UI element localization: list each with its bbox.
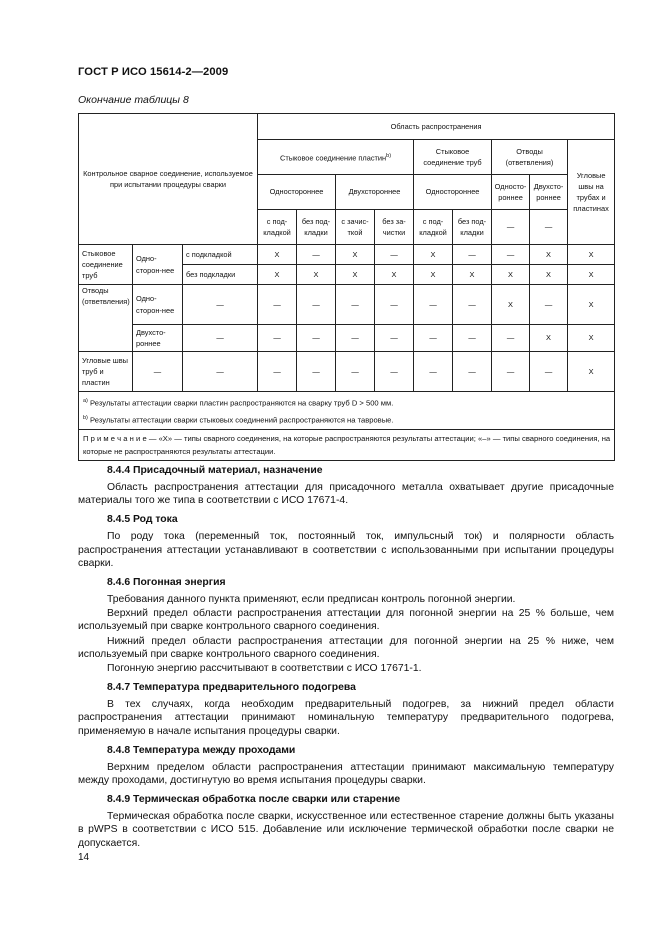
table-cell: X [568,352,615,392]
paragraph: Нижний предел области распространения аттестации для погонной энергии на 25 % ниже, чем используемый при сварке контрольного сварного соединения. [78,635,614,660]
section-8-4-7 [78,681,614,738]
plate-two-side: Двухстороннее [336,175,414,210]
paragraph: Требования данного пункта применяют, если предписан контроль погонной энергии. [107,594,516,606]
table-cell: X [568,245,615,265]
paragraph: В тех случаях, когда необходим предварительный подогрев, за нижний предел области распространения аттестации принимают номинальную температуру предварительного подогрева, применяемую в начале испытания процедуры сварки. [78,699,614,737]
table-cell: X [336,265,375,285]
table-cell: — [453,352,492,392]
section-heading: 8.4.5 Род тока [107,514,178,526]
table-cell: — [375,285,414,325]
table-cell: X [530,245,568,265]
sub-with-gouging: с зачис-ткой [336,210,375,245]
table-8 [78,113,615,461]
section-8-4-9 [78,793,614,850]
sub-without-backing: без под-кладки [453,210,492,245]
table-cell: X [568,285,615,325]
paragraph: Область распространения аттестации для присадочного металла охватывает другие присадочные материалы того же типа в соответствии с ИСО 17671-4. [78,482,614,507]
branch-one-side: Односто-роннее [492,175,530,210]
plate-butt-header: Стыковое соединение пластин$^{b)}$ [258,140,414,175]
table-cell: X [258,245,297,265]
table-cell: — [183,285,258,325]
table-cell: — [336,325,375,352]
table-cell: X [492,285,530,325]
table-cell: — [183,352,258,392]
section-heading: 8.4.7 Температура предварительного подогрева [107,682,356,694]
sub-without-gouging: без за-чистки [375,210,414,245]
table-cell: — [297,352,336,392]
table-footnotes [79,392,615,430]
sub-with-backing: с под-кладкой [258,210,297,245]
table-cell: — [492,245,530,265]
table-cell: — [453,245,492,265]
branch-two-side: Двухсто-роннее [530,175,568,210]
row-subgroup-label: Одно-сторон-нее [133,245,183,285]
table-cell: X [414,265,453,285]
table-cell: X [530,325,568,352]
table-remark [79,430,615,461]
footnote-a: $^{а)}$ Результаты аттестации сварки пластин распространяются на сварку труб D > 500 мм. [83,398,394,408]
table-cell: — [414,325,453,352]
document-header: ГОСТ Р ИСО 15614-2—2009 [78,66,229,78]
row-group-label: Отводы (ответвления) [79,285,133,352]
test-joint-header: Контрольное сварное соединение, используемое при испытании процедуры сварки [79,114,258,245]
table-cell: — [492,352,530,392]
sub-with-backing: с под-кладкой [414,210,453,245]
row-subgroup-label: Одно-сторон-нее [133,285,183,325]
table-cell: — [133,352,183,392]
table-cell: — [258,285,297,325]
table-cell: X [568,325,615,352]
row-label: с подкладкой [183,245,258,265]
pipe-one-side: Одностороннее [414,175,492,210]
sub-dash: — [492,210,530,245]
table-cell: — [336,285,375,325]
plate-one-side: Одностороннее [258,175,336,210]
paragraph: Верхний предел области распространения аттестации для погонной энергии на 25 % больше, чем используемый при сварке контрольного сварного соединения. [78,608,614,633]
table-cell: X [414,245,453,265]
table-cell: — [297,245,336,265]
table-cell: X [375,265,414,285]
row-subgroup-label: Двухсто-роннее [133,325,183,352]
table-cell: — [297,285,336,325]
pipe-butt-header: Стыковое соединение труб [414,140,492,175]
row-group-label: Угловые швы труб и пластин [79,352,133,392]
table-cell: X [297,265,336,285]
table-cell: — [530,285,568,325]
table-cell: — [375,325,414,352]
table-cell: X [336,245,375,265]
paragraph: Верхним пределом области распространения аттестации принимают максимальную температуру между проходами, достигнутую во время испытания процедуры сварки. [78,761,614,787]
section-8-4-5 [78,513,614,570]
paragraph: Термическая обработка после сварки, искусственное или естественное старение должны быть указаны в pWPS в соответствии с ИСО 515. Добавление или исключение термической обработки после сварки не допускается. [78,811,614,849]
table-cell: X [453,265,492,285]
table-cell: X [492,265,530,285]
section-8-4-8 [78,744,614,787]
table-cell: — [297,325,336,352]
section-heading: 8.4.9 Термическая обработка после сварки или старение [107,794,401,806]
fillet-header: Угловые швы на трубах и пластинах [568,140,615,245]
section-8-4-6 [78,576,614,675]
body-text [78,464,614,856]
table-cell: — [375,352,414,392]
row-group-label: Стыковое соединение труб [79,245,133,285]
section-8-4-4 [78,464,614,507]
remark-text: П р и м е ч а н и е — «X» — типы сварного соединения, на которые распространяются результаты аттестации; «–» — типы сварного соединения, на которые не распространяются результаты аттестации. [83,434,611,457]
table-cell: — [492,325,530,352]
footnote-b: $^{b)}$ Результаты аттестации сварки стыковых соединений распространяются на тавровые. [83,414,394,425]
table-cell: — [258,352,297,392]
section-heading: 8.4.6 Погонная энергия [107,577,226,589]
table-cell: — [414,285,453,325]
table-cell: — [453,325,492,352]
table-cell: X [258,265,297,285]
table-cell: — [530,352,568,392]
table-cell: — [258,325,297,352]
sub-dash: — [530,210,568,245]
table-cell: — [183,325,258,352]
paragraph: По роду тока (переменный ток, постоянный ток, импульсный ток) и полярности область распространения аттестации устанавливают в соответствии с использованными при испытании процедуры сварки. [78,531,614,569]
page-number: 14 [78,852,90,863]
branch-header: Отводы (ответвления) [492,140,568,175]
table-cell: X [568,265,615,285]
table-cell: — [375,245,414,265]
paragraph: Погонную энергию рассчитывают в соответствии с ИСО 17671-1. [107,663,422,675]
row-label: без подкладки [183,265,258,285]
area-header: Область распространения [258,114,615,140]
table-cell: — [453,285,492,325]
section-heading: 8.4.8 Температура между проходами [107,744,296,756]
table-cell: — [336,352,375,392]
table-cell: — [414,352,453,392]
sub-without-backing: без под-кладки [297,210,336,245]
table-cell: X [530,265,568,285]
table-caption: Окончание таблицы 8 [78,94,189,106]
section-heading: 8.4.4 Присадочный материал, назначение [107,465,323,476]
